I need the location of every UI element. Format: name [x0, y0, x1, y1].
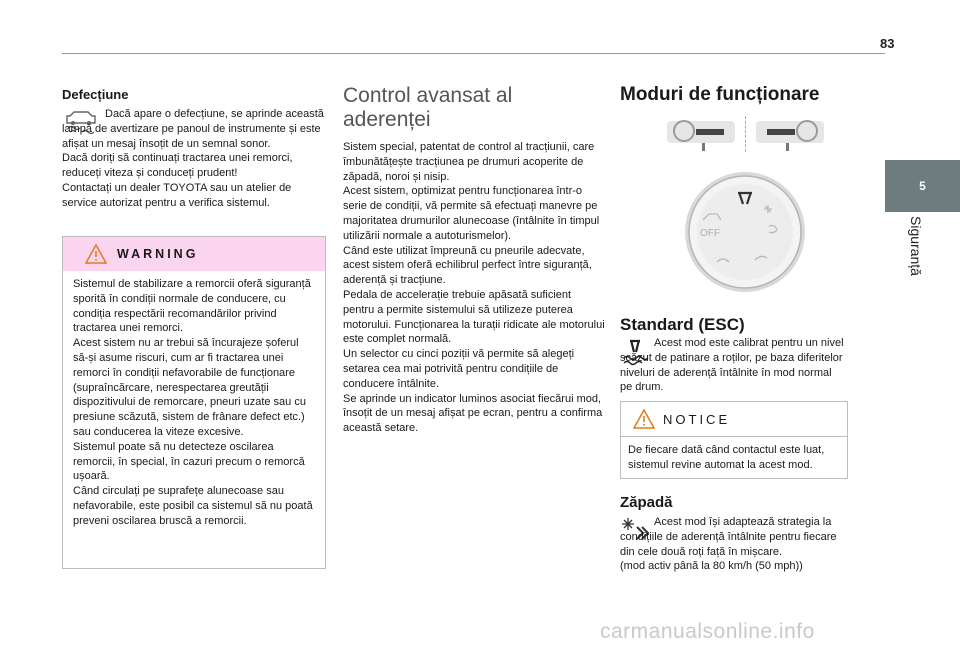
illustration-divider	[745, 116, 747, 152]
steering-wheel-right-illustration	[755, 117, 825, 158]
page-number: 83	[880, 36, 895, 51]
notice-box	[620, 401, 848, 479]
section-label: Siguranță	[908, 216, 924, 276]
header-rule	[62, 53, 885, 54]
snow-title: Zăpadă	[620, 494, 673, 511]
notice-text: De fiecare dată când contactul este luat, sistemul revine automat la acest mod.	[628, 444, 825, 471]
steering-wheel-left-illustration	[666, 117, 736, 158]
warning-title: WARNING	[117, 247, 199, 261]
warning-triangle-icon	[85, 244, 107, 269]
fault-text: Dacă apare o defecțiune, se aprinde această lampă de avertizare pe panoul de instrumente și este afișat un mesaj însoțit de un semnal sonor. Dacă doriți să continuați tractarea unei remorci, reduceți viteza și conduceți prudent! Contactați un dealer TOYOTA sau un atelier de service autorizat pentru a verifica sistemul.	[62, 108, 324, 209]
warning-text: Sistemul de stabilizare a remorcii oferă siguranță sporită în condiții normale de conducere, cu condiția respectării recomandărilor privind tractarea unei remorci. Acest sistem nu ar trebui să încurajeze șoferul să-și asume riscuri, cum ar fi tractarea unei remorci în condiții nefavorabile de funcționare (supraîncărcare, nerespectarea greutății dispozitivului de remorcare, pneuri uzate sau cu presiune scăzută, sistem de frânare defect etc.) sau conducerea la viteze excesive. Sistemul poate să nu detecteze oscilarea remorcii, în special, în cazuri precum o remorcă ușoară. Când circulați pe suprafețe alunecoase sau nefavorabile, este posibil ca sistemul să nu poată preveni oscilarea bruscă a remorcii.	[73, 278, 313, 527]
warning-box	[62, 236, 326, 569]
notice-title: NOTICE	[663, 412, 731, 427]
dial-off-label: OFF	[700, 228, 720, 239]
notice-triangle-icon	[633, 409, 655, 434]
advanced-grip-text: Sistem special, patentat de control al tracțiunii, care îmbunătățește tracțiunea pe drumuri acoperite de zăpadă, noroi și nisip. Acest sistem, optimizat pentru funcționarea într-o serie de condiții, vă permite să efectuați manevre pe majoritatea drumurilor alunecoase (întâlnite în timpul utilizării normale a autoturismelor). Când este utilizat împreună cu pneurile adecvate, acest sistem oferă echilibrul perfect între siguranță, aderență și tracțiune. Pedala de accelerație trebuie apăsată suficient pentru a permite sistemului să utilizeze puterea motorului. Funcționarea la turații ridicate ale motorului este complet normală. Un selector cu cinci poziții vă permite să alegeți setarea cea mai potrivită pentru condițiile de conducere întâlnite. Se aprinde un indicator luminos asociat fiecărui mod, însoțit de un mesaj afișat pe ecran, pentru a confirma această setare.	[343, 141, 605, 435]
operating-modes-title: Moduri de funcționare	[620, 84, 820, 105]
standard-esc-title: Standard (ESC)	[620, 315, 745, 334]
warning-header	[63, 237, 325, 271]
fault-heading: Defecțiune	[62, 87, 129, 102]
section-tab[interactable]: 5	[885, 160, 960, 212]
standard-esc-text: Acest mod este calibrat pentru un nivel scăzut de patinare a roților, pe baza diferitelor niveluri de aderență întâlnite în mod normal pe drum.	[620, 337, 844, 394]
advanced-grip-title: Control avansat al aderenței	[343, 84, 513, 131]
watermark: carmanualsonline.info	[600, 620, 815, 643]
notice-header	[621, 402, 847, 437]
snow-text: Acest mod își adaptează strategia la condițiile de aderență întâlnite pentru fiecare din cele două roți față în mișcare. (mod activ până la 80 km/h (50 mph))	[620, 516, 837, 573]
